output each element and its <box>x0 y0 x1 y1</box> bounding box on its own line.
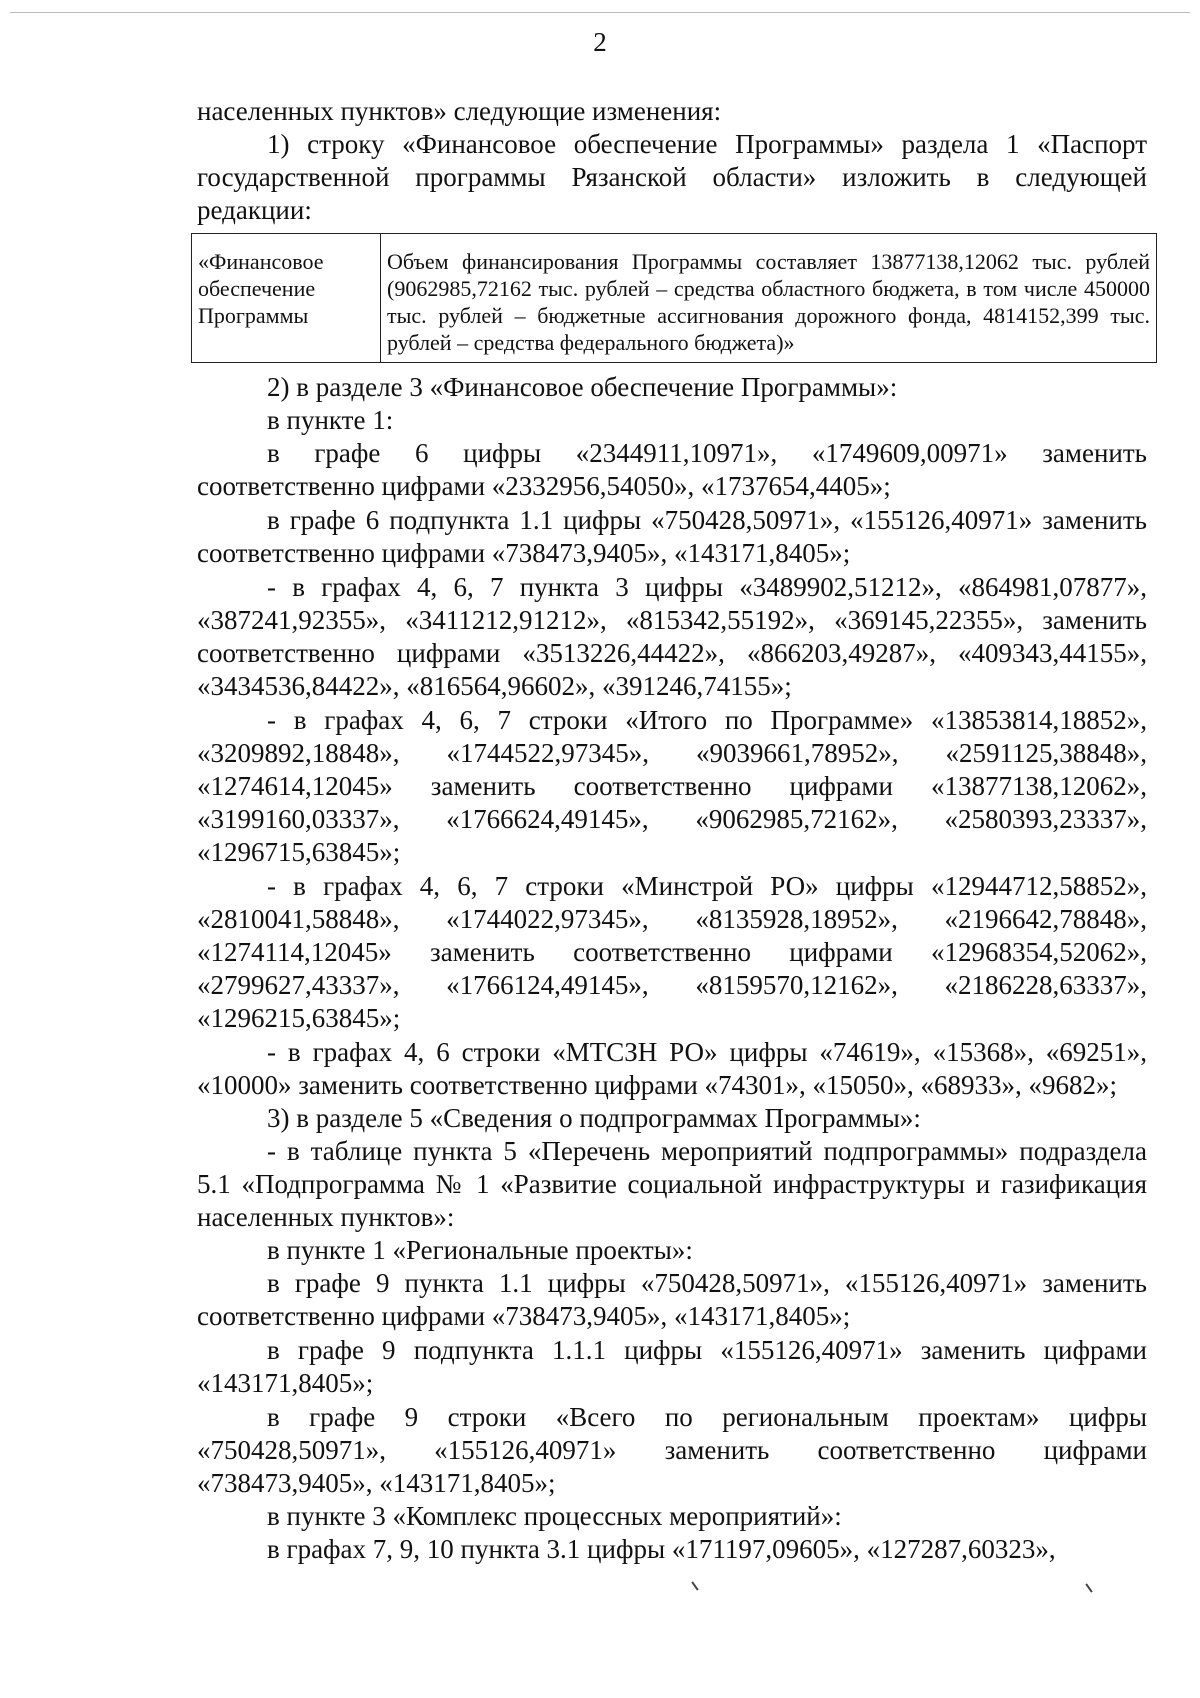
paragraph: - в графах 4, 6, 7 пункта 3 цифры «3489902,51212», «864981,07877», «387241,92355», «3411212,91212», «815342,55192», «369145,22355», заменить соответственно цифрами «3513226,44422», «866203,49287», «409343,44155», «3434536,84422», «816564,96602», «391246,74155»; <box>197 572 1147 701</box>
scan-mark <box>1085 1583 1092 1592</box>
intro-line: населенных пунктов» следующие изменения: <box>197 96 722 126</box>
financing-table <box>191 233 1157 363</box>
paragraph: в пункте 1: <box>267 405 394 435</box>
paragraph: в графе 6 цифры «2344911,10971», «1749609,00971» заменить соответственно цифрами «2332956,54050», «1737654,4405»; <box>197 438 1147 501</box>
section-2-header: 2) в разделе 3 «Финансовое обеспечение Программы»: <box>267 372 898 402</box>
paragraph: в графах 7, 9, 10 пункта 3.1 цифры «171197,09605», «127287,60323», <box>267 1534 1056 1564</box>
item-1: 1) строку «Финансовое обеспечение Программы» раздела 1 «Паспорт государственной программы Рязанской области» изложить в следующей редакции: <box>197 129 1147 225</box>
paragraph: в пункте 3 «Комплекс процессных мероприятий»: <box>267 1501 842 1531</box>
paragraph: - в графах 4, 6, 7 строки «Итого по Программе» «13853814,18852», «3209892,18848», «1744522,97345», «9039661,78952», «2591125,38848», «1274614,12045» заменить соответственно цифрами «13877138,12062», «3199160,03337», «1766624,49145», «9062985,72162», «2580393,23337», «1296715,63845»; <box>197 705 1147 867</box>
paragraph: в пункте 1 «Региональные проекты»: <box>267 1235 693 1265</box>
paragraph: в графе 6 подпункта 1.1 цифры «750428,50971», «155126,40971» заменить соответственно цифрами «738473,9405», «143171,8405»; <box>197 505 1147 568</box>
section-3-header: 3) в разделе 5 «Сведения о подпрограммах Программы»: <box>267 1103 921 1133</box>
page-number: 2 <box>593 27 607 57</box>
paragraph: - в таблице пункта 5 «Перечень мероприятий подпрограммы» подраздела 5.1 «Подпрограмма № 1 «Развитие социальной инфраструктуры и газификация населенных пунктов»: <box>197 1136 1147 1232</box>
paragraph: в графе 9 пункта 1.1 цифры «750428,50971», «155126,40971» заменить соответственно цифрами «738473,9405», «143171,8405»; <box>197 1268 1147 1331</box>
document-body <box>197 95 1150 1566</box>
table-cell-value: Объем финансирования Программы составляет 13877138,12062 тыс. рублей (9062985,72162 тыс. рублей – средства областного бюджета, в том числе 450000 тыс. рублей – бюджетные ассигнования дорожного фонда, 4814152,399 тыс. рублей – средства федерального бюджета)» <box>381 234 1157 363</box>
paragraph: - в графах 4, 6, 7 строки «Минстрой РО» цифры «12944712,58852», «2810041,58848», «1744022,97345», «8135928,18952», «2196642,78848», «1274114,12045» заменить соответственно цифрами «12968354,52062», «2799627,43337», «1766124,49145», «8159570,12162», «2186228,63337», «1296215,63845»; <box>197 871 1147 1033</box>
table-cell-label: «Финансовое обеспечение Программы <box>192 234 381 363</box>
scan-artifact-top <box>10 12 1190 13</box>
table-row <box>192 234 1157 363</box>
paragraph: - в графах 4, 6 строки «МТСЗН РО» цифры «74619», «15368», «69251», «10000» заменить соответственно цифрами «74301», «15050», «68933», «9682»; <box>197 1037 1147 1100</box>
scan-mark <box>691 1581 698 1590</box>
paragraph: в графе 9 подпункта 1.1.1 цифры «155126,40971» заменить цифрами «143171,8405»; <box>197 1335 1147 1398</box>
paragraph: в графе 9 строки «Всего по региональным проектам» цифры «750428,50971», «155126,40971» заменить соответственно цифрами «738473,9405», «143171,8405»; <box>197 1402 1147 1498</box>
